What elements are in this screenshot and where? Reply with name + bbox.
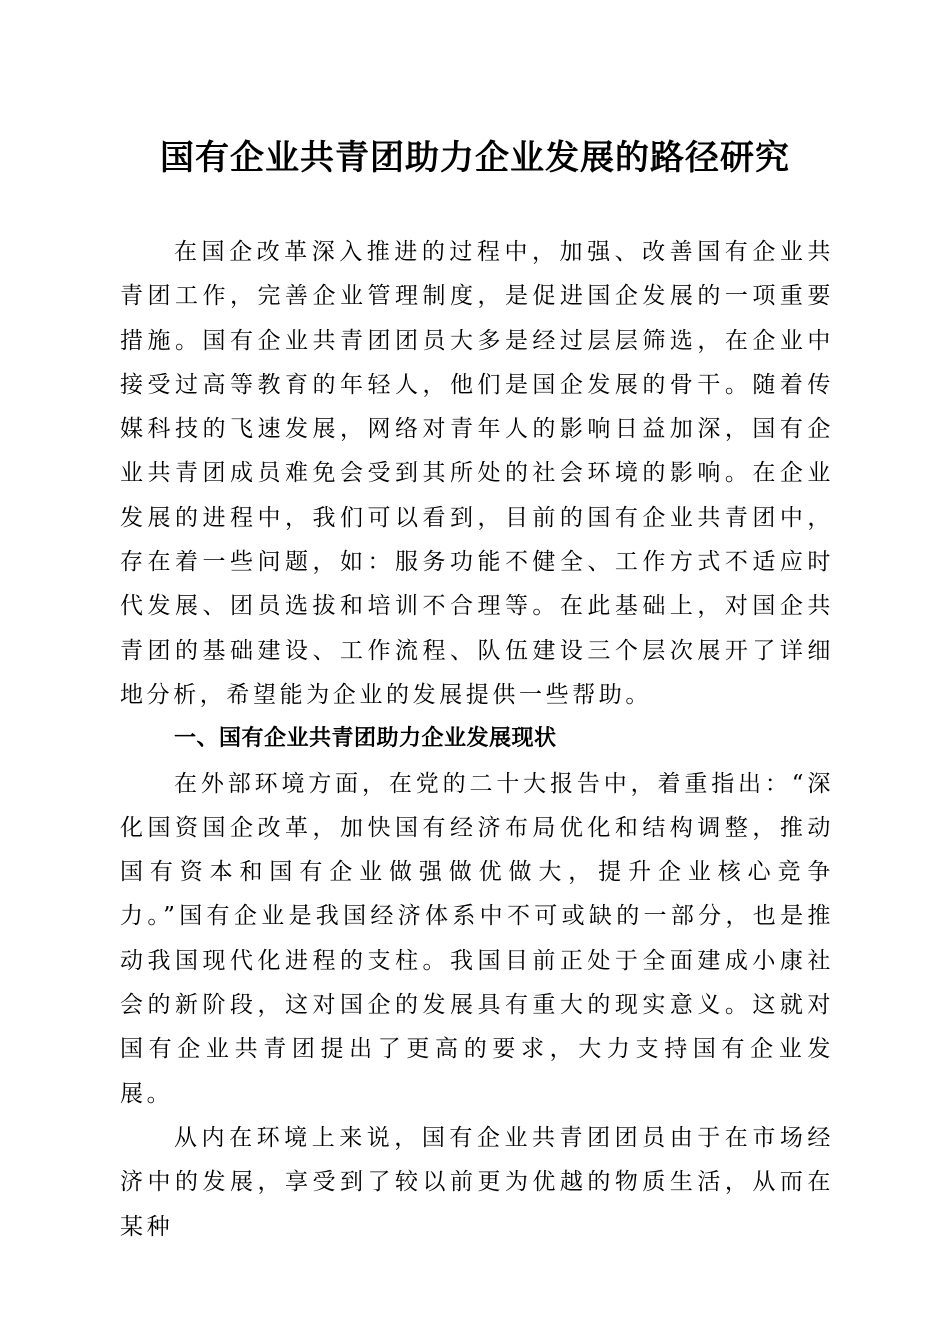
paragraph-internal-environment: 从内在环境上来说，国有企业共青团团员由于在市场经济中的发展，享受到了较以前更为优越的物质生活，从而在某种 [120,1124,834,1240]
document-title: 国有企业共青团助力企业发展的路径研究 [160,138,790,178]
document-body [120,230,834,1249]
paragraph-intro: 在国企改革深入推进的过程中，加强、改善国有企业共青团工作，完善企业管理制度，是促进国企发展的一项重要措施。国有企业共青团团员大多是经过层层筛选，在企业中接受过高等教育的年轻人，他们是国企发展的骨干。随着传媒科技的飞速发展，网络对青年人的影响日益加深，国有企业共青团成员难免会受到其所处的社会环境的影响。在企业发展的进程中，我们可以看到，目前的国有企业共青团中，存在着一些问题，如：服务功能不健全、工作方式不适应时代发展、团员选拔和培训不合理等。在此基础上，对国企共青团的基础建设、工作流程、队伍建设三个层次展开了详细地分析，希望能为企业的发展提供一些帮助。 [120,239,834,708]
paragraph-external-environment: 在外部环境方面，在党的二十大报告中，着重指出：“深化国资国企改革，加快国有经济布局优化和结构调整，推动国有资本和国有企业做强做优做大，提升企业核心竞争力。”国有企业是我国经济体系中不可或缺的一部分，也是推动我国现代化进程的支柱。我国目前正处于全面建成小康社会的新阶段，这对国企的发展具有重大的现实意义。这就对国有企业共青团提出了更高的要求，大力支持国有企业发展。 [120,770,834,1107]
section-heading: 一、国有企业共青团助力企业发展现状 [174,726,557,752]
